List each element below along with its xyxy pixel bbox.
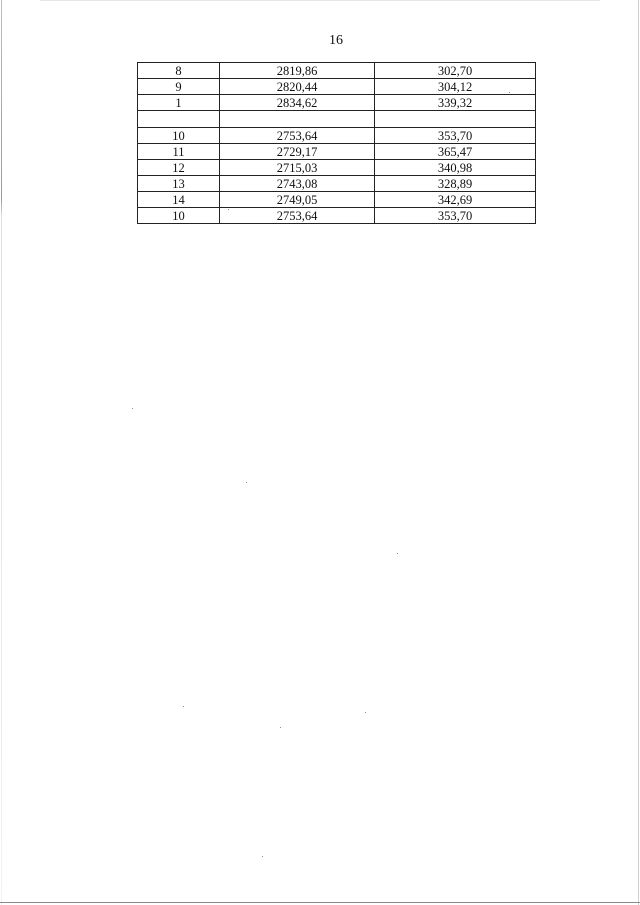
- coordinates-table: [137, 62, 536, 224]
- table-row: [138, 176, 536, 192]
- point-number-cell: [138, 111, 220, 128]
- table-row: [138, 63, 536, 79]
- table-row: [138, 128, 536, 144]
- scan-edge-bottom: [0, 902, 640, 903]
- point-number-cell: 12: [138, 160, 220, 176]
- x-coordinate-cell: 2715,03: [220, 160, 375, 176]
- scan-edge-left: [1, 0, 2, 905]
- y-coordinate-cell: 365,47: [375, 144, 536, 160]
- point-number-cell: 14: [138, 192, 220, 208]
- scan-speck: [132, 408, 133, 409]
- point-number-cell: 13: [138, 176, 220, 192]
- x-coordinate-cell: 2820,44: [220, 79, 375, 95]
- table-row: [138, 144, 536, 160]
- scan-speck: [246, 482, 247, 483]
- point-number-cell: 10: [138, 208, 220, 224]
- x-coordinate-cell: 2729,17: [220, 144, 375, 160]
- y-coordinate-cell: 328,89: [375, 176, 536, 192]
- x-coordinate-cell: 2743,08: [220, 176, 375, 192]
- y-coordinate-cell: 339,32: [375, 95, 536, 111]
- y-coordinate-cell: 353,70: [375, 208, 536, 224]
- point-number-cell: 9: [138, 79, 220, 95]
- scan-speck: [183, 706, 184, 707]
- table-row: [138, 79, 536, 95]
- scan-speck: [397, 553, 398, 554]
- x-coordinate-cell: [220, 111, 375, 128]
- x-coordinate-cell: 2753,64: [220, 128, 375, 144]
- table-row: [138, 208, 536, 224]
- table-row-empty: [138, 111, 536, 128]
- point-number-cell: 10: [138, 128, 220, 144]
- x-coordinate-cell: 2819,86: [220, 63, 375, 79]
- scan-speck: [280, 727, 281, 728]
- scan-edge-top: [40, 0, 600, 1]
- point-number-cell: 11: [138, 144, 220, 160]
- y-coordinate-cell: 353,70: [375, 128, 536, 144]
- table-row: [138, 95, 536, 111]
- point-number-cell: 8: [138, 63, 220, 79]
- y-coordinate-cell: 304,12: [375, 79, 536, 95]
- y-coordinate-cell: 342,69: [375, 192, 536, 208]
- x-coordinate-cell: 2834,62: [220, 95, 375, 111]
- scan-edge-right: [638, 0, 639, 905]
- table-row: [138, 160, 536, 176]
- x-coordinate-cell: 2753,64: [220, 208, 375, 224]
- point-number-cell: 1: [138, 95, 220, 111]
- y-coordinate-cell: 340,98: [375, 160, 536, 176]
- y-coordinate-cell: 302,70: [375, 63, 536, 79]
- page-number: 16: [329, 33, 343, 48]
- x-coordinate-cell: 2749,05: [220, 192, 375, 208]
- scan-speck: [365, 712, 366, 713]
- y-coordinate-cell: [375, 111, 536, 128]
- scan-speck: [262, 856, 263, 857]
- table-row: [138, 192, 536, 208]
